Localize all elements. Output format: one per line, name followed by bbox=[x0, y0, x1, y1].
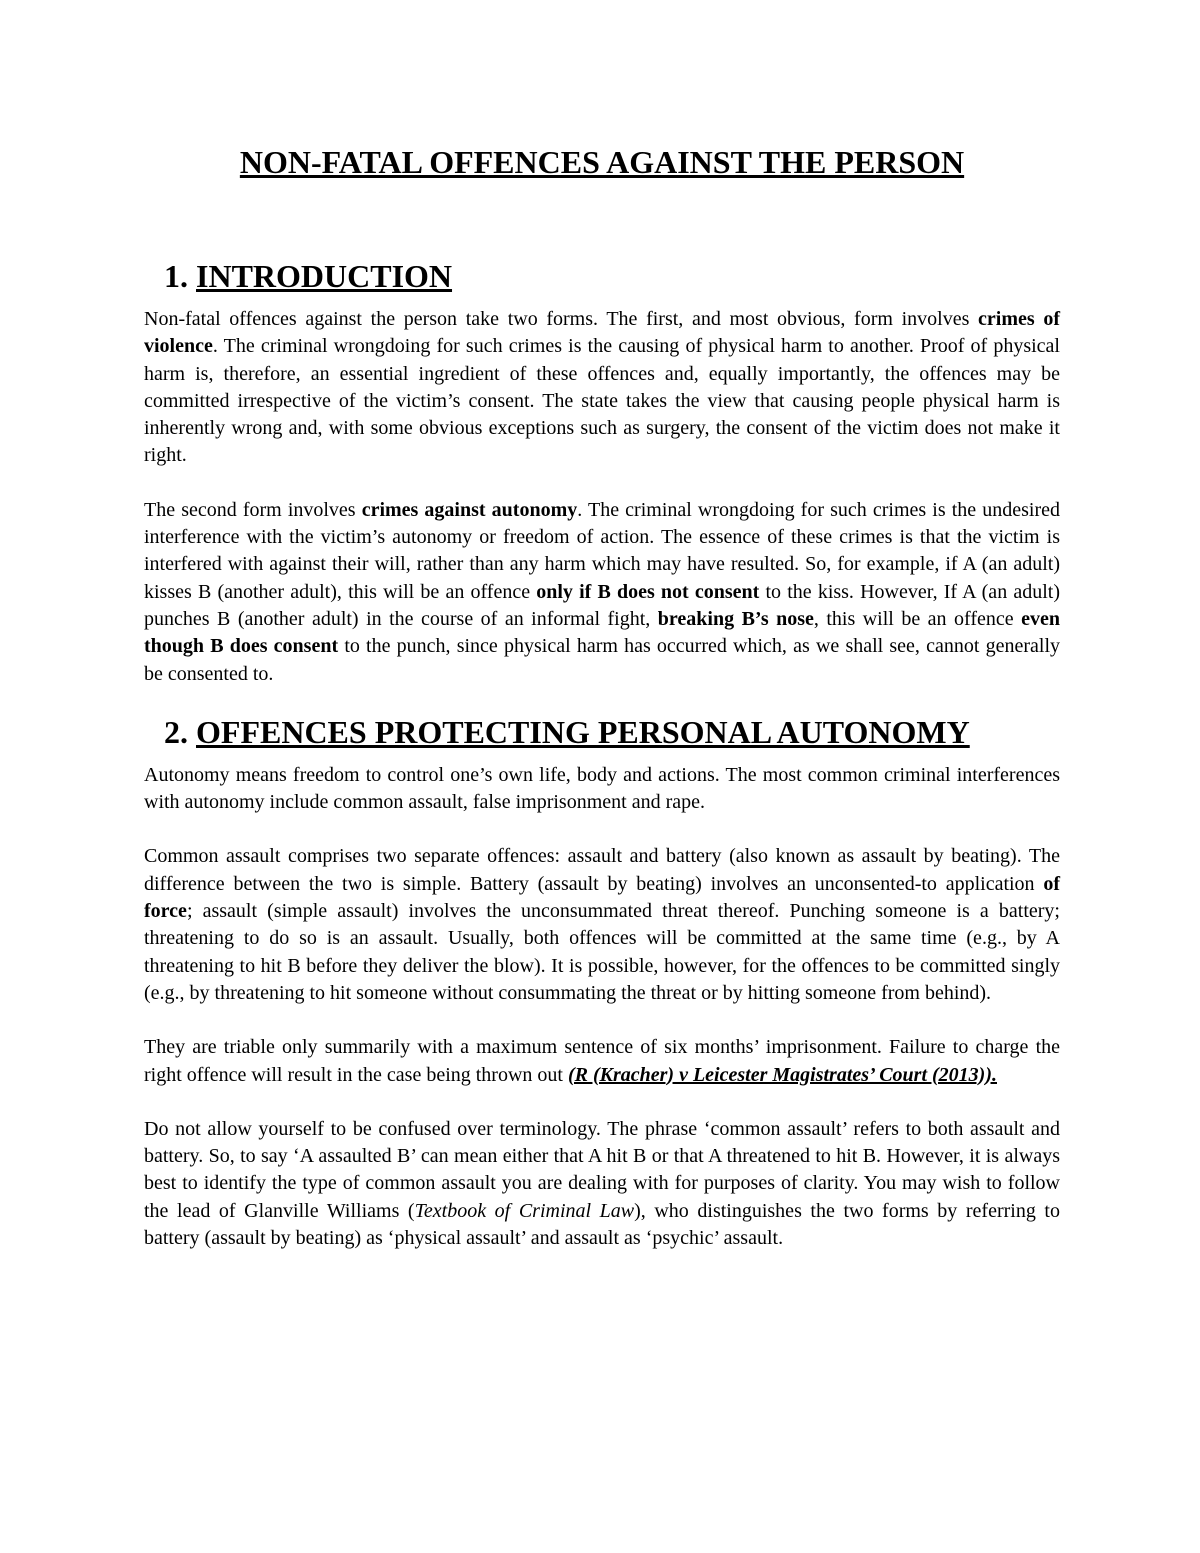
section-number: 1. bbox=[164, 258, 188, 294]
text-run: The second form involves bbox=[144, 498, 362, 521]
section-number: 2. bbox=[164, 713, 188, 750]
section-heading-personal-autonomy bbox=[144, 710, 1060, 754]
text-run: Common assault comprises two separate offences: assault and battery (also known as assault by beating). The difference between the two is simple. Battery (assault by beating) involves an unconsented-to application bbox=[144, 845, 1060, 895]
bold-term: of force bbox=[144, 872, 1060, 923]
paragraph-intro-autonomy bbox=[144, 497, 1060, 688]
bold-term: crimes of violence bbox=[144, 308, 1061, 358]
text-run: ), who distinguishes the two forms by referring to battery (assault by beating) as ‘physical assault’ and assault as ‘psychic’ assault. bbox=[144, 1199, 1060, 1250]
paragraph-terminology bbox=[144, 1116, 1060, 1252]
case-citation-link[interactable]: (R (Kracher) v Leicester Magistrates’ Court (2013)). bbox=[567, 1063, 997, 1086]
text-run: Autonomy means freedom to control one’s own life, body and actions. The most common criminal interferences with autonomy include common assault, false imprisonment and rape. bbox=[144, 763, 1060, 814]
section-title: INTRODUCTION bbox=[196, 258, 453, 294]
paragraph-triable-summarily bbox=[144, 1034, 1060, 1089]
text-run: , this will be an offence bbox=[813, 607, 1022, 630]
paragraph-common-assault bbox=[144, 843, 1060, 1007]
text-run: . The criminal wrongdoing for such crimes is the undesired interference with the victim’s autonomy or freedom of action. The essence of these crimes is that the victim is interfered with against their will, rather than any harm which may have resulted. So, for example, if A (an adult) kisses B (another adult), this will be an offence bbox=[144, 498, 1061, 603]
text-run: . The criminal wrongdoing for such crimes is the causing of physical harm to another. Proof of physical harm is, therefore, an essential ingredient of these offences and, equally importantly, the offences may be committed irrespective of the victim’s consent. The state takes the view that causing people physical harm is inherently wrong and, with some obvious exceptions such as surgery, the consent of the victim does not make it right. bbox=[144, 335, 1060, 467]
paragraph-autonomy-definition bbox=[144, 762, 1060, 817]
text-run: to the punch, since physical harm has occurred which, as we shall see, cannot generally be consented to. bbox=[144, 635, 1060, 685]
text-run: to the kiss. However, If A (an adult) punches B (another adult) in the course of an informal fight, bbox=[144, 580, 1061, 630]
text-run: ; assault (simple assault) involves the unconsummated threat thereof. Punching someone is a battery; threatening to do so is an assault. Usually, both offences will be committed at the same time (e.g., by A threatening to hit B before they deliver the blow). It is possible, however, for the offences to be committed singly (e.g., by threatening to hit someone without consummating the threat or by hitting someone from behind). bbox=[144, 900, 1060, 1004]
document-title: NON-FATAL OFFENCES AGAINST THE PERSON bbox=[239, 144, 965, 180]
bold-term: only if B does not consent bbox=[536, 580, 760, 603]
bold-term: even though B does consent bbox=[144, 607, 1060, 658]
bold-term: crimes against autonomy bbox=[361, 498, 578, 521]
document-page bbox=[144, 140, 1060, 1252]
section-title: OFFENCES PROTECTING PERSONAL AUTONOMY bbox=[196, 713, 970, 750]
section-heading-introduction bbox=[144, 254, 1060, 298]
text-run: Do not allow yourself to be confused over terminology. The phrase ‘common assault’ refers to both assault and battery. So, to say ‘A assaulted B’ can mean either that A hit B or that A threatened to hit B. However, it is always best to identify the type of common assault you are dealing with for purposes of clarity. You may wish to follow the lead of Glanville Williams ( bbox=[144, 1117, 1060, 1222]
text-run: They are triable only summarily with a maximum sentence of six months’ imprisonment. Failure to charge the right offence will result in the case being thrown out bbox=[144, 1036, 1060, 1086]
paragraph-intro-violence bbox=[144, 306, 1060, 470]
book-title: Textbook of Criminal Law bbox=[414, 1199, 635, 1222]
text-run: Non-fatal offences against the person take two forms. The first, and most obvious, form involves bbox=[144, 308, 979, 330]
bold-term: breaking B’s nose bbox=[657, 607, 814, 630]
